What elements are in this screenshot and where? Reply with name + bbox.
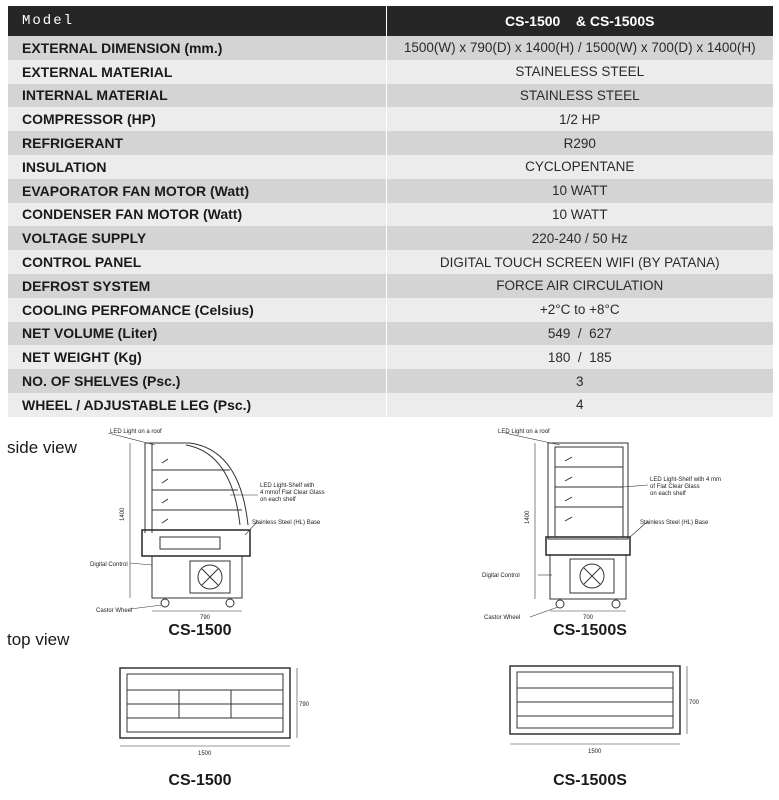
- spec-label: INSULATION: [8, 155, 386, 179]
- table-row: [8, 345, 773, 369]
- caption-side-cs1500s: CS-1500S: [553, 622, 627, 639]
- table-row: [8, 369, 773, 393]
- caption-top-cs1500s: CS-1500S: [553, 772, 627, 789]
- table-row: [8, 298, 773, 322]
- annotation-led-shelf-1: LED Light-Shelf with: [260, 483, 315, 489]
- spec-label: DEFROST SYSTEM: [8, 274, 386, 298]
- spec-value: STAINLESS STEEL: [386, 84, 773, 108]
- annotation-digital-control: Digital Control: [90, 562, 128, 568]
- spec-label: WHEEL / ADJUSTABLE LEG (Psc.): [8, 393, 386, 417]
- top-view-label: top view: [7, 630, 70, 649]
- dim-depth-top-right: 700: [689, 700, 700, 706]
- spec-label: REFRIGERANT: [8, 131, 386, 155]
- spec-value: 10 WATT: [386, 203, 773, 227]
- header-model-label: Model: [8, 6, 386, 36]
- spec-value: STAINELESS STEEL: [386, 60, 773, 84]
- side-view-cs1500s-drawing: [480, 425, 730, 620]
- table-row: [8, 226, 773, 250]
- spec-label: INTERNAL MATERIAL: [8, 84, 386, 108]
- spec-value: 1/2 HP: [386, 107, 773, 131]
- table-row: [8, 203, 773, 227]
- caption-top-cs1500: CS-1500: [168, 772, 232, 789]
- table-header-row: [8, 6, 773, 36]
- spec-table: [8, 6, 773, 417]
- annotation-base: Stainless Steel (HL) Base: [252, 520, 321, 526]
- spec-label: EXTERNAL DIMENSION (mm.): [8, 36, 386, 60]
- spec-label: COOLING PERFOMANCE (Celsius): [8, 298, 386, 322]
- spec-label: EVAPORATOR FAN MOTOR (Watt): [8, 179, 386, 203]
- table-row: [8, 250, 773, 274]
- spec-label: CONDENSER FAN MOTOR (Watt): [8, 203, 386, 227]
- annotation-led-shelf-1: LED Light-Shelf with 4 mm: [650, 477, 722, 483]
- annotation-led-shelf-3: on each shelf: [260, 497, 296, 503]
- table-row: [8, 322, 773, 346]
- spec-value: 4: [386, 393, 773, 417]
- top-view-cs1500-drawing: [115, 660, 310, 760]
- table-row: [8, 107, 773, 131]
- spec-value: 1500(W) x 790(D) x 1400(H) / 1500(W) x 700(D) x 1400(H): [386, 36, 773, 60]
- annotation-castor-wheel: Castor Wheel: [96, 608, 133, 614]
- table-row: [8, 60, 773, 84]
- spec-value: 10 WATT: [386, 179, 773, 203]
- spec-label: COMPRESSOR (HP): [8, 107, 386, 131]
- dim-width-left: 1500: [198, 751, 212, 757]
- spec-label: NET WEIGHT (Kg): [8, 345, 386, 369]
- table-row: [8, 131, 773, 155]
- spec-label: CONTROL PANEL: [8, 250, 386, 274]
- spec-label: VOLTAGE SUPPLY: [8, 226, 386, 250]
- annotation-led-roof: LED Light on a roof: [498, 429, 550, 435]
- table-row: [8, 274, 773, 298]
- spec-value: +2°C to +8°C: [386, 298, 773, 322]
- annotation-base: Stainless Steel (HL) Base: [640, 520, 709, 526]
- annotation-led-shelf-3: on each shelf: [650, 491, 686, 497]
- dim-height: 1400: [525, 510, 531, 524]
- table-row: [8, 84, 773, 108]
- caption-side-cs1500: CS-1500: [168, 622, 232, 639]
- dim-height: 1400: [120, 507, 126, 521]
- spec-value: 549 / 627: [386, 322, 773, 346]
- dim-depth-left: 790: [200, 615, 211, 621]
- header-model-value: CS-1500 & CS-1500S: [386, 6, 773, 36]
- spec-value: 220-240 / 50 Hz: [386, 226, 773, 250]
- table-row: [8, 155, 773, 179]
- spec-value: DIGITAL TOUCH SCREEN WIFI (BY PATANA): [386, 250, 773, 274]
- side-view-label: side view: [7, 438, 77, 457]
- spec-value: R290: [386, 131, 773, 155]
- table-row: [8, 393, 773, 417]
- dim-width-right: 1500: [588, 749, 602, 755]
- table-row: [8, 36, 773, 60]
- annotation-led-roof: LED Light on a roof: [110, 429, 162, 435]
- spec-label: EXTERNAL MATERIAL: [8, 60, 386, 84]
- annotation-digital-control: Digital Control: [482, 573, 520, 579]
- top-view-cs1500s-drawing: [505, 660, 700, 760]
- dim-depth-top-left: 790: [299, 702, 310, 708]
- dim-depth-right: 700: [583, 615, 594, 621]
- spec-value: CYCLOPENTANE: [386, 155, 773, 179]
- side-view-cs1500-drawing: [90, 425, 325, 621]
- spec-value: FORCE AIR CIRCULATION: [386, 274, 773, 298]
- spec-label: NET VOLUME (Liter): [8, 322, 386, 346]
- annotation-led-shelf-2: of Flat Clear Glass: [650, 484, 700, 490]
- spec-label: NO. OF SHELVES (Psc.): [8, 369, 386, 393]
- spec-value: 180 / 185: [386, 345, 773, 369]
- spec-value: 3: [386, 369, 773, 393]
- annotation-castor-wheel: Castor Wheel: [484, 615, 521, 621]
- table-row: [8, 179, 773, 203]
- annotation-led-shelf-2: 4 mmof Flat Clear Glass: [260, 490, 325, 496]
